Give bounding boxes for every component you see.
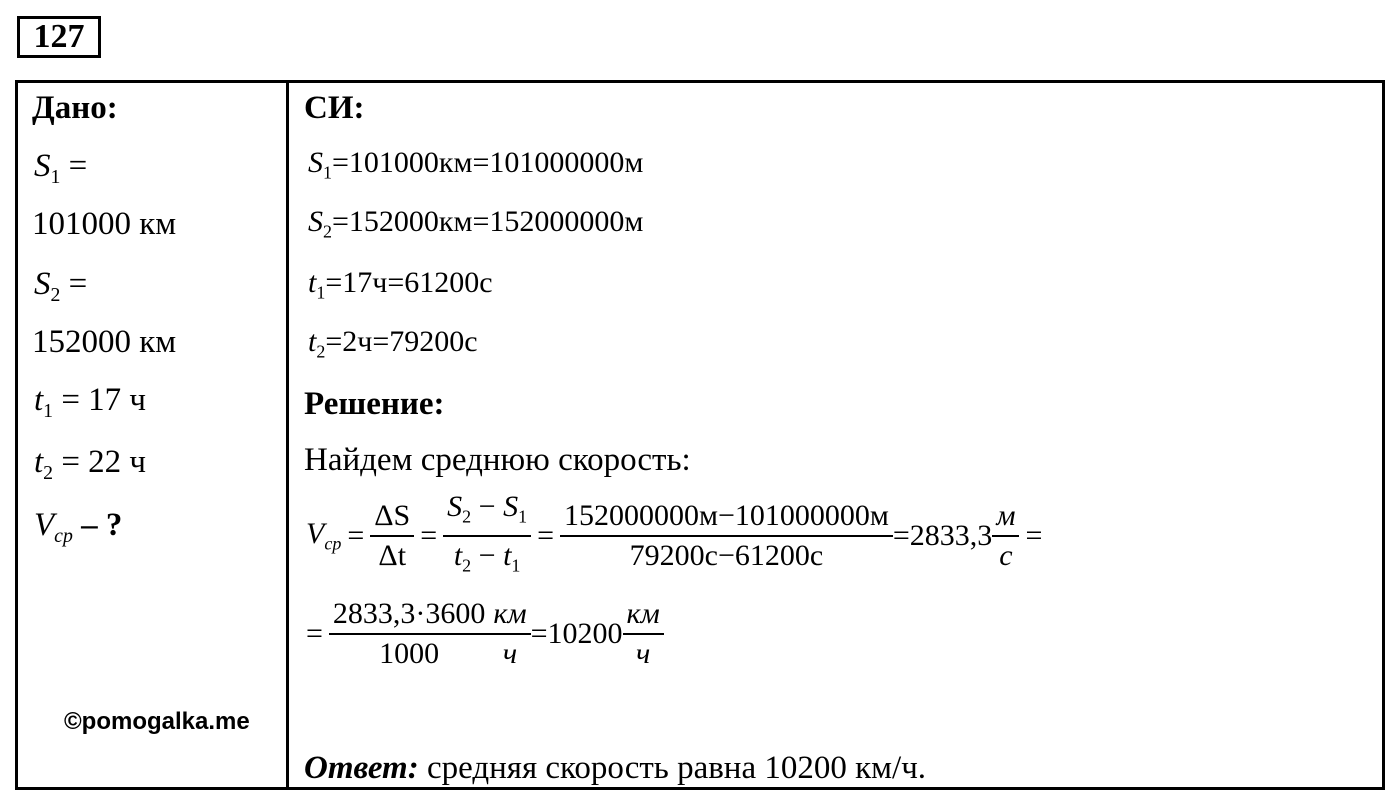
fraction-ds-dt: $\frac{\Delta S}{\Delta t}$ xyxy=(370,497,414,575)
fraction-s-t: $\frac{S_2 - S_1}{t_2 - t_1}$ xyxy=(443,488,531,585)
fraction-conversion: $\frac{2833,3\cdot 3600}{1000}$ xyxy=(329,595,490,673)
si-t1: $t_1=17ч=61200с$ xyxy=(308,266,493,303)
solution-header: Решение: xyxy=(304,386,445,422)
column-divider xyxy=(286,80,289,790)
watermark: ©pomogalka.me xyxy=(64,708,250,735)
formula-1-result: =2833,3 xyxy=(892,519,993,552)
si-header: СИ: xyxy=(304,90,365,126)
given-t2: $t_2 = 22$ ч xyxy=(34,444,147,484)
problem-number: 127 xyxy=(17,16,101,58)
given-s1-value: 101000 км xyxy=(32,206,177,242)
given-s2-label: $S_2$ = xyxy=(34,266,88,306)
given-t1: $t_1 = 17$ ч xyxy=(34,382,147,422)
si-s2: $S_2=152000км=152000000м$ xyxy=(308,205,644,242)
given-find: $V_{ср}$ – ? xyxy=(34,507,123,547)
given-s2-value: 152000 км xyxy=(32,324,177,360)
si-s1: $S_1=101000км=101000000м$ xyxy=(308,146,644,183)
solution-intro: Найдем среднюю скорость: xyxy=(304,442,691,478)
answer: Ответ: средняя скорость равна 10200 км/ч. xyxy=(304,750,927,786)
formula-line-2: = $\frac{2833,3\cdot 3600}{1000}$ $\frac{км}{ч}$ =10200 $\frac{км}{ч}$ xyxy=(306,592,664,676)
fraction-values: $\frac{152000000м-101000000м}{79200с-61200с}$ xyxy=(560,497,893,575)
unit-km-h-result: $\frac{км}{ч}$ xyxy=(623,595,664,673)
given-s1-label: $S_1$ = xyxy=(34,148,88,188)
formula-line-1: $V_{ср}$ = $\frac{\Delta S}{\Delta t}$ = $\frac{S_2 - S_1}{t_2 - t_1}$ = $\frac{152000000м-101000000м}{79200с-61200с}$ =2833,3 $\frac{м}{с}$ = xyxy=(306,494,1048,578)
solution-table xyxy=(15,80,1385,790)
si-t2: $t_2=2ч=79200с$ xyxy=(308,325,478,362)
unit-m-s: $\frac{м}{с}$ xyxy=(992,497,1019,575)
formula-2-result: =10200 xyxy=(530,617,623,650)
given-header: Дано: xyxy=(32,90,118,126)
unit-km-h: $\frac{км}{ч}$ xyxy=(489,595,530,673)
